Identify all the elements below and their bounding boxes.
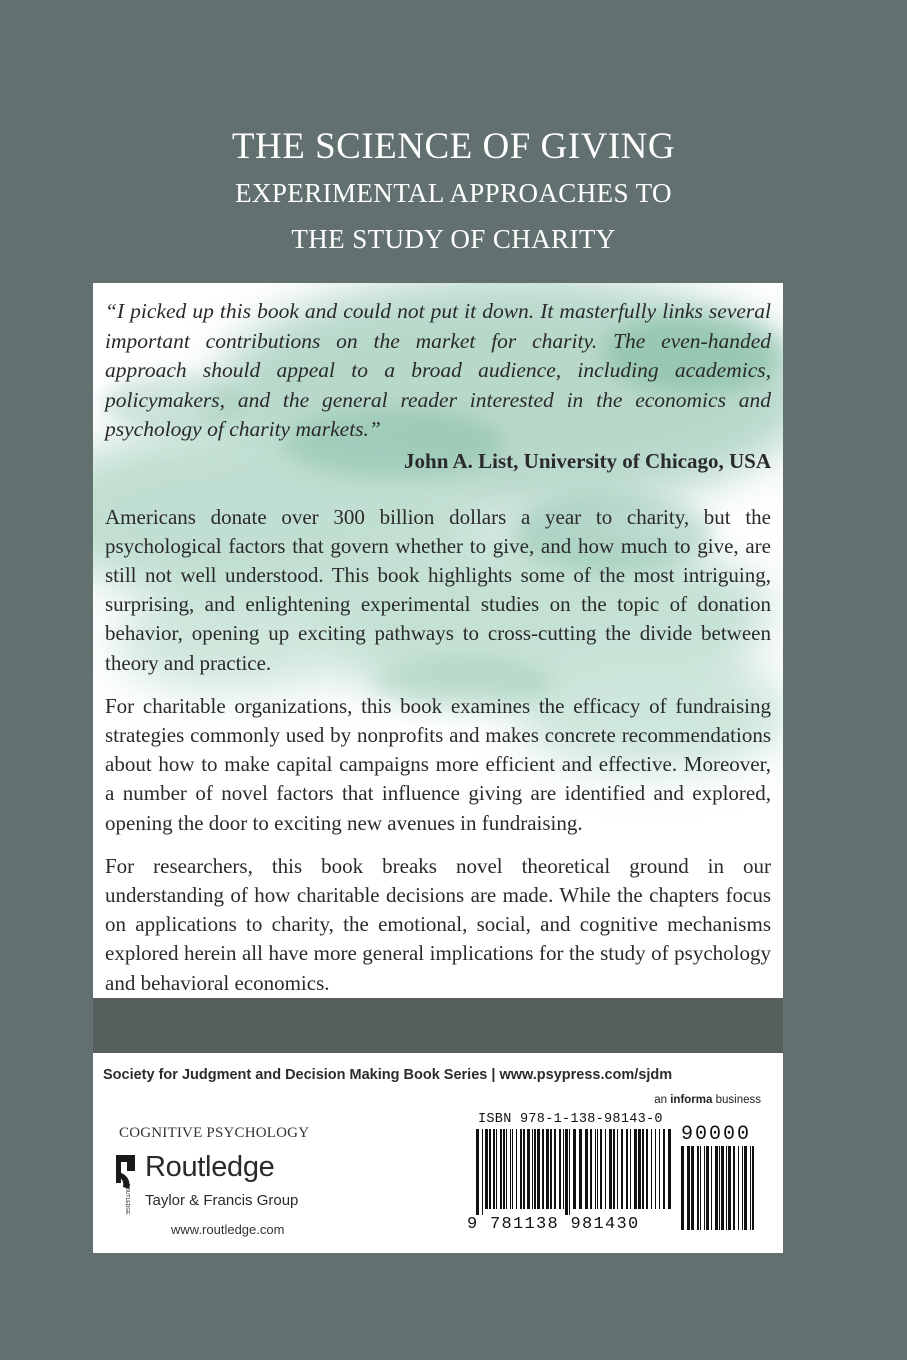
barcode-bar: [476, 1129, 479, 1215]
barcode-bar: [595, 1129, 596, 1209]
description-paragraph-2: For charitable organizations, this book examines the efficacy of fundraising strategies commonly used by nonprofits and makes concrete recommendations about how to make capital campaigns more efficient and effective. Moreover, a number of novel factors that influence giving are identified and explored, opening the door to exciting new avenues in fundraising.: [105, 693, 771, 835]
barcode-bar: [613, 1129, 615, 1209]
book-subtitle-line-1: EXPERIMENTAL APPROACHES TO: [235, 178, 672, 208]
barcode-bar: [585, 1129, 588, 1209]
barcode-bar: [520, 1129, 522, 1209]
routledge-logo-icon: [113, 1153, 139, 1215]
barcode-bar: [742, 1146, 743, 1230]
barcode-bar: [691, 1146, 694, 1230]
barcode-bar: [744, 1146, 747, 1230]
endorsement-attribution: John A. List, University of Chicago, USA: [404, 448, 771, 473]
publisher-website: www.routledge.com: [171, 1222, 285, 1237]
description-paragraph-1: Americans donate over 300 billion dollars a year to charity, but the psychological factors that govern whether to give, and how much to give, are still not well understood. This book highlights some of the most intriguing, surprising, and enlightening experimental studies on the topic of donation behavior, opening up exciting pathways to cross-cutting the divide between theory and practice.: [105, 504, 771, 675]
barcode-bar: [681, 1146, 684, 1230]
barcode-bar: [638, 1129, 641, 1209]
price-barcode: [681, 1146, 759, 1236]
barcode-bar: [510, 1129, 511, 1209]
barcode-bar: [550, 1129, 552, 1209]
barcode-bar: [537, 1129, 540, 1209]
barcode-bar: [482, 1129, 483, 1215]
barcode-bar: [621, 1129, 623, 1209]
informa-brand: informa: [670, 1094, 713, 1106]
footer-panel: [93, 1053, 783, 1253]
barcode-bar: [542, 1129, 544, 1209]
barcode-bar: [706, 1146, 709, 1230]
barcode-bar: [523, 1129, 525, 1209]
barcode-bar: [704, 1146, 705, 1230]
barcode-bar: [489, 1129, 491, 1209]
description-paragraph-3: For researchers, this book breaks novel theoretical ground in our understanding of how charitable decisions are made. While the chapters focus on applications to charity, the emotional, social, and cognitive mechanisms explored herein all have more general implications for the study of psychology and behavioral economics.: [105, 853, 771, 995]
barcode-bar: [738, 1146, 739, 1230]
barcode-bar: [554, 1129, 556, 1209]
barcode-bar: [532, 1129, 533, 1209]
barcode-bar: [597, 1129, 598, 1209]
barcode-bar: [642, 1129, 644, 1209]
barcode-bar: [634, 1129, 637, 1209]
title-block: [0, 124, 907, 262]
barcode-bar: [503, 1129, 505, 1209]
category-label: COGNITIVE PSYCHOLOGY: [119, 1125, 310, 1141]
barcode-bar: [617, 1129, 618, 1209]
informa-suffix: business: [712, 1094, 761, 1106]
barcode-bar: [496, 1129, 497, 1209]
barcode-bar: [659, 1129, 660, 1209]
barcode-bar: [559, 1129, 561, 1209]
isbn-text: ISBN 978-1-138-98143-0: [478, 1112, 663, 1127]
barcode-bar: [605, 1129, 606, 1209]
barcode-bar: [506, 1129, 507, 1209]
barcode-bar: [715, 1146, 718, 1230]
barcode-bar: [485, 1129, 488, 1209]
panel-content: [93, 283, 783, 998]
barcode-bar: [579, 1129, 582, 1209]
description-panel: [93, 283, 783, 998]
informa-prefix: an: [654, 1094, 671, 1106]
barcode-bar: [697, 1146, 699, 1230]
barcode-bar: [516, 1129, 517, 1209]
barcode-bar: [534, 1129, 536, 1209]
barcode-bar: [663, 1129, 665, 1209]
isbn-barcode: [476, 1129, 672, 1215]
divider-band: [93, 998, 783, 1053]
barcode-bar: [565, 1129, 568, 1215]
publisher-name: Routledge: [145, 1151, 275, 1183]
barcode-bar: [527, 1129, 530, 1209]
barcode-bar: [546, 1129, 549, 1209]
barcode-bar: [651, 1129, 652, 1209]
book-subtitle-line-2: THE STUDY OF CHARITY: [291, 224, 616, 254]
barcode-bar: [726, 1146, 727, 1230]
barcode-bar: [728, 1146, 731, 1230]
price-code: 90000: [681, 1123, 752, 1146]
barcode-bar: [609, 1129, 612, 1209]
barcode-number: 9 781138 981430: [467, 1215, 640, 1234]
barcode-bar: [563, 1129, 564, 1209]
barcode-bar: [646, 1129, 648, 1209]
barcode-bar: [719, 1146, 720, 1230]
endorsement-quote: “I picked up this book and could not put it down. It masterfully links several important contributions on the market for charity. The even-handed approach should appeal to a broad audience, including academics, policymakers, and the general reader interested in the economics and psychology of charity markets.”: [105, 299, 771, 441]
series-line: Society for Judgment and Decision Making Book Series | www.psypress.com/sjdm: [103, 1067, 673, 1083]
barcode-bar: [700, 1146, 701, 1230]
barcode-bar: [512, 1129, 513, 1209]
barcode-bar: [752, 1146, 754, 1230]
barcode-bar: [711, 1146, 712, 1230]
barcode-bar: [733, 1146, 735, 1230]
barcode-bar: [721, 1146, 724, 1230]
informa-tagline: [654, 1094, 761, 1106]
barcode-bar: [600, 1129, 602, 1209]
barcode-bar: [493, 1129, 495, 1209]
barcode-bar: [668, 1129, 671, 1209]
publisher-group: Taylor & Francis Group: [145, 1192, 299, 1209]
book-title: THE SCIENCE OF GIVING: [231, 126, 676, 167]
barcode-bar: [630, 1129, 631, 1209]
routledge-vertical-text: ROUTLEDGE: [124, 1183, 130, 1215]
barcode-bar: [750, 1146, 751, 1230]
barcode-bar: [687, 1146, 690, 1230]
barcode-bar: [655, 1129, 656, 1209]
barcode-bar: [590, 1129, 592, 1209]
barcode-bar: [626, 1129, 628, 1209]
barcode-bar: [500, 1129, 502, 1209]
barcode-bar: [573, 1129, 576, 1209]
barcode-bar: [569, 1129, 570, 1215]
